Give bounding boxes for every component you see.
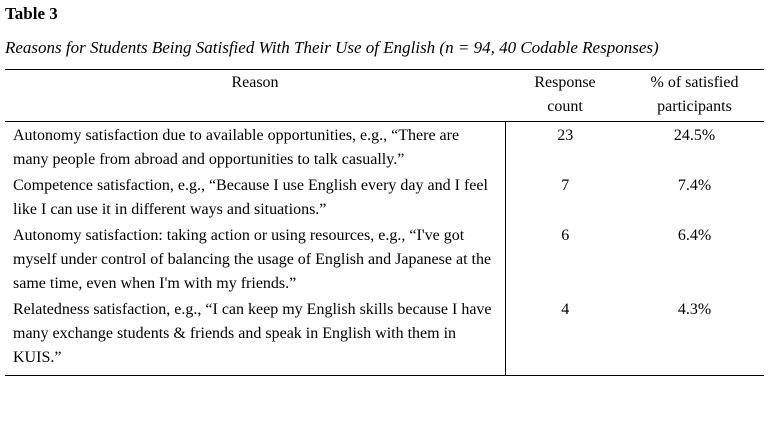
percent-cell: 7.4% [677, 177, 712, 194]
table-header [5, 70, 764, 122]
count-cell: 23 [505, 122, 625, 175]
count-cell: 7 [505, 174, 625, 224]
header-percent-satisfied [625, 70, 764, 122]
percent-cell: 4.3% [625, 298, 764, 376]
reason-cell: Relatedness satisfaction, e.g., “I can keep my English skills because I have many exchange students & friends and speak in English with them in KUIS.” [5, 298, 505, 376]
table-row [5, 298, 764, 376]
table-row [5, 122, 764, 175]
count-cell: 4 [505, 298, 625, 376]
percent-cell: 24.5% [673, 127, 716, 144]
table-body [5, 122, 764, 376]
reasons-table [5, 69, 764, 376]
header-row [5, 70, 764, 122]
reason-cell: Autonomy satisfaction due to available opportunities, e.g., “There are many people from abroad and opportunities to talk casually.” [13, 127, 460, 168]
header-reason-label: Reason [231, 74, 279, 91]
header-pct-line2: participants [657, 98, 732, 115]
percent-cell: 6.4% [677, 227, 712, 244]
header-pct-line1: % of satisfied [650, 74, 739, 91]
header-reason [5, 70, 505, 122]
table-row [5, 174, 764, 224]
reason-cell: Competence satisfaction, e.g., “Because I use English every day and I feel like I can use it in different ways and situations.” [13, 177, 488, 218]
table-row [5, 224, 764, 298]
header-count-line2: count [547, 98, 583, 115]
reason-cell: Autonomy satisfaction: taking action or using resources, e.g., “I've got myself under control of balancing the usage of English and Japanese at the same time, even when I'm with my friends.” [13, 227, 492, 292]
count-cell: 6 [505, 224, 625, 298]
table-label: Table 3 [5, 4, 58, 23]
header-count-line1: Response [534, 74, 596, 91]
header-response-count [505, 70, 625, 122]
table-title: Reasons for Students Being Satisfied With Their Use of English (n = 94, 40 Codable Responses) [5, 38, 659, 57]
